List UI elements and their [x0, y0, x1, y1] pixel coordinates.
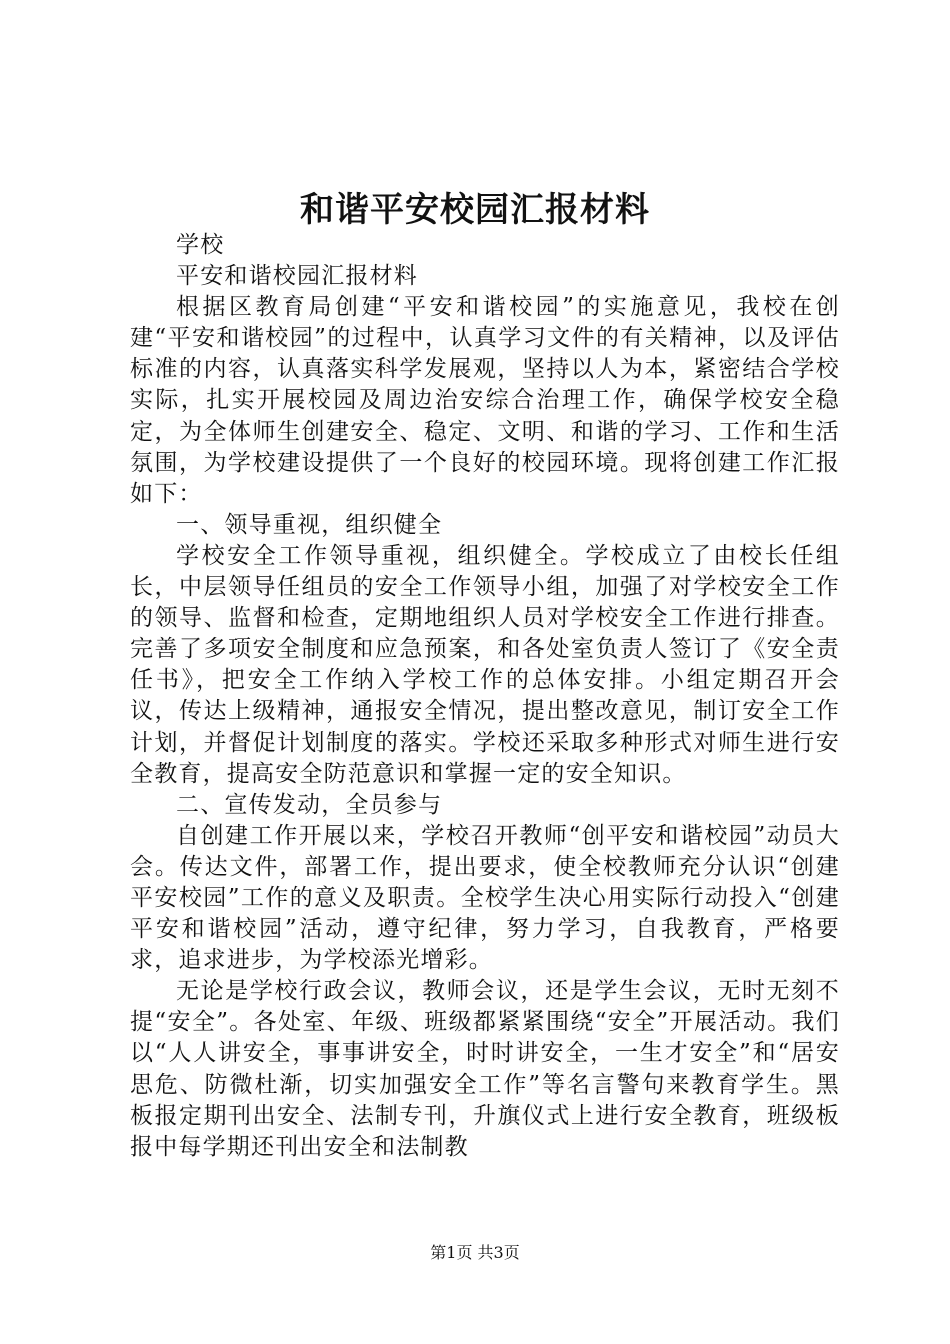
paragraph-school: 学校	[176, 232, 225, 258]
paragraph-section-2a: 自创建工作开展以来，学校召开教师“创平安和谐校园”动员大会。传达文件，部署工作，提出要求，使全校教师充分认识“创建平安校园”工作的意义及职责。全校学生决心用实际行动投入“创建平安和谐校园”活动，遵守纪律，努力学习，自我教育，严格要求，追求进步，为学校添光增彩。	[130, 822, 840, 974]
document-body	[130, 230, 840, 1163]
document-title: 和谐平安校园汇报材料	[300, 190, 650, 230]
paragraph-section-2b: 无论是学校行政会议，教师会议，还是学生会议，无时无刻不提“安全”。各处室、年级、班级都紧紧围绕“安全”开展活动。我们以“人人讲安全，事事讲安全，时时讲安全，一生才安全”和“居安思危、防微杜渐，切实加强安全工作”等名言警句来教育学生。黑板报定期刊出安全、法制专刊，升旗仪式上进行安全教育，班级板报中每学期还刊出安全和法制教	[130, 978, 840, 1160]
section-heading-2: 二、宣传发动，全员参与	[176, 791, 443, 818]
paragraph-section-1: 学校安全工作领导重视，组织健全。学校成立了由校长任组长，中层领导任组员的安全工作领导小组，加强了对学校安全工作的领导、监督和检查，定期地组织人员对学校安全工作进行排查。完善了多项安全制度和应急预案，和各处室负责人签订了《安全责任书》，把安全工作纳入学校工作的总体安排。小组定期召开会议，传达上级精神，通报安全情况，提出整改意见，制订安全工作计划，并督促计划制度的落实。学校还采取多种形式对师生进行安全教育，提高安全防范意识和掌握一定的安全知识。	[130, 542, 840, 787]
paragraph-intro: 根据区教育局创建“平安和谐校园”的实施意见，我校在创建“平安和谐校园”的过程中，认真学习文件的有关精神，以及评估标准的内容，认真落实科学发展观，坚持以人为本，紧密结合学校实际，扎实开展校园及周边治安综合治理工作，确保学校安全稳定，为全体师生创建安全、稳定、文明、和谐的学习、工作和生活氛围，为学校建设提供了一个良好的校园环境。现将创建工作汇报如下：	[130, 294, 840, 507]
paragraph-subtitle: 平安和谐校园汇报材料	[176, 263, 418, 290]
section-heading-1: 一、领导重视，组织健全	[176, 511, 443, 538]
page-footer: 第1页 共3页	[430, 1243, 520, 1262]
